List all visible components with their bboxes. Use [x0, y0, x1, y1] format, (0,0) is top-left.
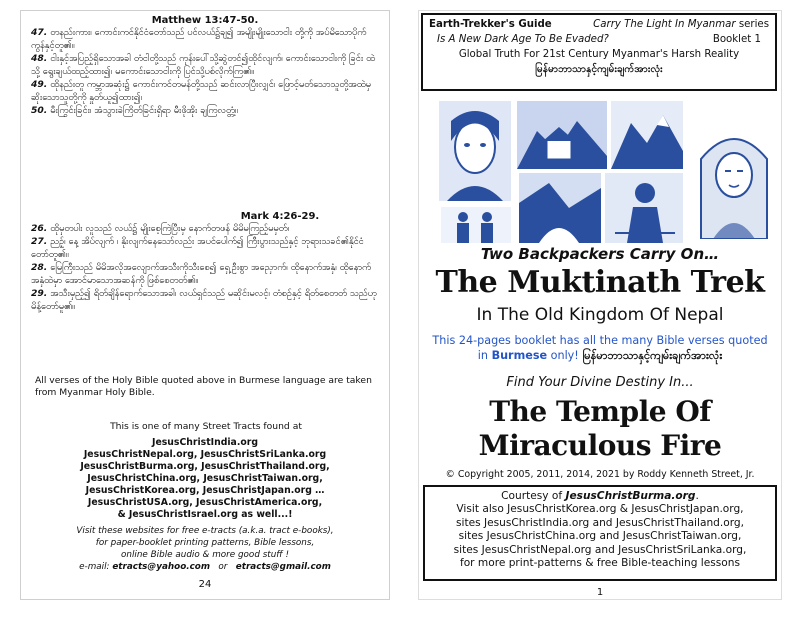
series-title: Carry The Light In Myanmar [593, 19, 736, 30]
matthew-section [21, 15, 389, 117]
photo-valley [519, 173, 601, 243]
visit-info [21, 525, 389, 573]
courtesy-detail: sites JesusChristNepal.org and JesusChristSriLanka.org, [453, 543, 747, 556]
main-title: The Muktinath Trek [435, 265, 765, 300]
matthew-reference: Matthew 13:47-50. [151, 15, 259, 26]
site-list [21, 437, 389, 521]
booklet-description [419, 333, 781, 363]
courtesy-detail: Visit also JesusChristKorea.org & JesusChristJapan.org, [456, 503, 744, 516]
description-line-1: This 24-pages booklet has all the many Bible verses quoted [432, 334, 768, 347]
verse-28: 28. မြေကြီးသည် မိမိအလိုအလျောက်အသီးကိုသီးစေ၍ ရှေ့ဦးစွာ အညှောက်၊ ထိုနောက်အနှံ၊ ထိုနောက် အနှံထဲမှာ အောင်မာသောအဆန်ကို ဖြစ်စေတတ်၏။ [31, 262, 371, 286]
booklet-number: Booklet 1 [712, 34, 761, 45]
verse-49: 49. ထိုနည်းတူ ကမ္ဘာအဆုံး၌ ကောင်းကင်တမန်တို့သည် ဆင်းလာပြီးလျှင်၊ ဖြောင့်မတ်သောသူတို့အထဲမှ ဆိုးသောသူတို့ကို နှုတ်ယူ၍ထား၍၊ [31, 79, 371, 103]
global-truth: Global Truth For 21st Century Myanmar's Harsh Reality [458, 49, 740, 60]
photo-trekkers [441, 207, 511, 243]
subtitle: In The Old Kingdom Of Nepal [476, 305, 724, 325]
courtesy-site-link[interactable]: JesusChristBurma.org [565, 490, 696, 502]
question: Is A New Dark Age To Be Evaded? [437, 34, 609, 45]
email-link-gmail[interactable]: etracts@gmail.com [235, 562, 331, 572]
right-page [418, 10, 782, 600]
page-number-left: 24 [198, 579, 212, 590]
tracts-intro: This is one of many Street Tracts found at [110, 421, 302, 432]
temple-title-2: Miraculous Fire [478, 429, 722, 462]
guide-header-box [421, 13, 777, 91]
site-line[interactable]: JesusChristNepal.org, JesusChristSriLanka.org [83, 449, 327, 460]
courtesy-detail: for more print-patterns & free Bible-teaching lessons [459, 557, 741, 570]
copyright: © Copyright 2005, 2011, 2014, 2021 by Roddy Kenneth Street, Jr. [445, 469, 755, 480]
translation-note: All verses of the Holy Bible quoted above in Burmese language are taken from Myanmar Holy Bible. [35, 375, 372, 398]
verse-29: 29. အသီးမှည့်၍ ရိတ်ချိန်ရောက်သောအခါ၊ လယ်ရှင်သည် မဆိုင်းမလင့်၊ တံစဉ်နှင့် ရိတ်စေတတ် သည်ဟု မိန့်တော်မူ၏။ [31, 288, 377, 312]
mark-reference: Mark 4:26-29. [240, 211, 320, 222]
photo-pilgrim [605, 173, 683, 243]
tagline: Two Backpackers Carry On… [480, 245, 720, 263]
verse-50: 50. မီးကြွင်းခြင်း၊ အံသွားခဲကြိတ်ခြင်းရှိရာ မီးဖိုအိုး ချကြလတ္တံ့။ [31, 105, 238, 116]
verse-48: 48. ငါးနှင့်အပြည့်ရှိသောအခါ တံငါတို့သည် ကုန်းပေါ်သို့ဆွဲတင်၍ထိုင်လျက်၊ ကောင်းသောငါးကို ခြင်း ထဲသို့ ရွေးချယ်ထည့်ထား၍၊ မကောင်းသောငါးကို ပြင်သို့ပစ်လိုက်ကြ၏။ [31, 53, 375, 77]
photo-temple [517, 101, 607, 169]
guide-row-2 [429, 32, 769, 47]
courtesy-detail: sites JesusChristChina.org and JesusChristTaiwan.org, [458, 530, 742, 543]
site-line[interactable]: JesusChristIndia.org [152, 437, 258, 448]
left-page [20, 10, 390, 600]
destiny-line: Find Your Divine Destiny In... [506, 375, 694, 390]
site-line[interactable]: & JesusChristIsrael.org as well...! [117, 509, 293, 520]
burmese-label: မြန်မာဘာသာနှင့်ကျမ်းချက်အားလုံး [535, 64, 663, 75]
visit-line: for paper-booklet printing patterns, Bible lessons, [95, 538, 315, 548]
photo-mountain [611, 101, 683, 169]
courtesy-line: Courtesy of JesusChristBurma.org. [501, 490, 699, 502]
site-line[interactable]: JesusChristChina.org, JesusChristTaiwan.org, [87, 473, 323, 484]
guide-title: Earth-Trekker's Guide [429, 19, 552, 30]
page-number-right: 1 [596, 587, 604, 598]
verse-27: 27. ညဉ့်၊ နေ့ အိပ်လျက် ၊ နိုးလျက်နေသော်လည်း အပင်ပေါက်၍ ကြီးပွားသည်နှင့် ဘုရားသခင်၏နိုင်ငံ တော်တူ၏။ [31, 236, 364, 260]
email-link-yahoo[interactable]: etracts@yahoo.com [112, 562, 210, 572]
photo-girl [439, 101, 511, 201]
visit-line: online Bible audio & more good stuff ! [121, 550, 289, 560]
courtesy-detail: sites JesusChristIndia.org and JesusChristThailand.org, [456, 516, 744, 529]
email-line: e-mail: etracts@yahoo.com or etracts@gmail.com [79, 562, 331, 572]
photo-buddha-statue [691, 119, 777, 239]
site-line[interactable]: JesusChristBurma.org, JesusChristThailand.org, [80, 461, 330, 472]
site-line[interactable]: JesusChristUSA.org, JesusChristAmerica.org, [87, 497, 323, 508]
temple-title-1: The Temple Of [489, 395, 711, 428]
description-line-2: in Burmese only! မြန်မာဘာသာနှင့်ကျမ်းချက်အားလုံး [477, 349, 723, 362]
verse-26: 26. ထိုမှတပါး လူသည် လယ်၌ မျိုးစေ့ကြဲပြီးမှ နောက်တဖန် မိမိမကြည့်မမှတ်၊ [31, 223, 289, 234]
verse-47: 47. တနည်းကား၊ ကောင်းကင်နိုင်ငံတော်သည် ပင်လယ်၌ချ၍ အမျိုးမျိုးသောငါး တို့ကို အပ်မိသောပိုက် ကွန်နှင့်တူ၏။ [31, 27, 367, 51]
courtesy-box [423, 485, 777, 581]
mark-section [21, 211, 389, 313]
visit-line: Visit these websites for free e-tracts (a.k.a. tract e-books), [76, 526, 334, 536]
site-line[interactable]: JesusChristKorea.org, JesusChristJapan.org … [85, 485, 325, 496]
guide-row-1: Earth-Trekker's Guide Carry The Light In Myanmar series [429, 19, 769, 30]
